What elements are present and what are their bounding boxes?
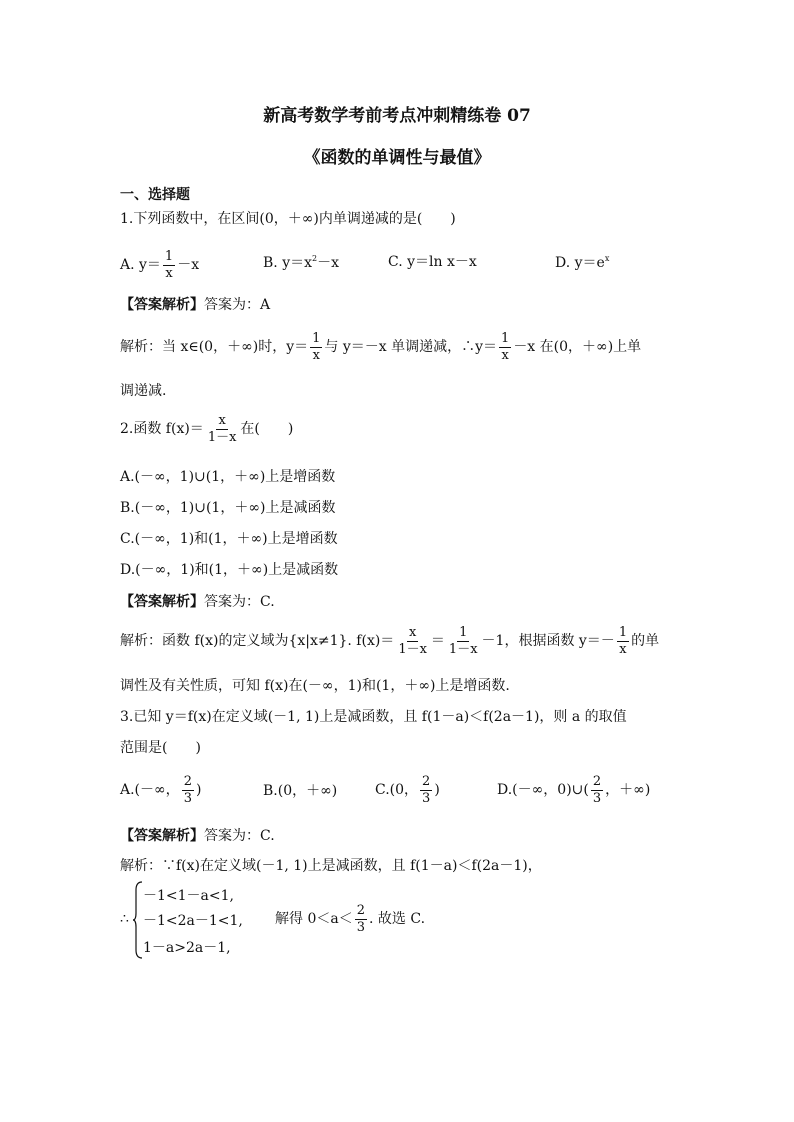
- option-text: ): [195, 782, 202, 799]
- numerator: 1: [312, 331, 321, 346]
- question-1-option-b: [263, 255, 339, 270]
- section-heading: 一、选择题: [120, 187, 190, 203]
- question-1-stem: 1.下列函数中，在区间(0，＋∞)内单调递减的是( ): [120, 211, 456, 227]
- denominator: 1－x: [398, 641, 427, 657]
- option-text: C.(0，: [375, 782, 419, 799]
- question-1-option-d: [555, 255, 609, 270]
- option-text: D.(－∞，0)∪(: [497, 782, 589, 799]
- numerator: 1: [618, 625, 628, 640]
- fraction: [617, 626, 629, 656]
- numerator: x: [218, 413, 226, 428]
- answer-tag: 【答案解析】: [120, 297, 204, 313]
- option-a-prefix: A. y＝: [120, 257, 161, 274]
- question-3-option-d: [497, 775, 650, 805]
- explanation-1: [120, 332, 641, 362]
- brace-shape: [133, 880, 143, 960]
- numerator: 1: [501, 331, 510, 346]
- explanation-1-cont: 调递减.: [120, 383, 167, 399]
- denominator: 3: [183, 790, 192, 806]
- question-2-option-b: B.(－∞，1)∪(1，＋∞)上是减函数: [120, 500, 336, 516]
- question-2-option-a: A.(－∞，1)∪(1，＋∞)上是增函数: [120, 469, 336, 485]
- denominator: 1－x: [207, 429, 237, 445]
- inequality-system-line-1: －1<1－a<1,: [143, 888, 234, 904]
- explanation-3: 解析：∵f(x)在定义域(－1, 1)上是减函数，且 f(1－a)＜f(2a－1)，: [120, 858, 542, 874]
- option-d-text: D. y＝e: [555, 255, 605, 271]
- answer-3: [120, 829, 275, 843]
- explanation-text: －1，根据函数 y＝－: [481, 633, 615, 650]
- numerator: 1: [164, 249, 174, 264]
- exponent: 2: [312, 254, 318, 263]
- solution: [275, 904, 425, 934]
- option-b-text: B. y＝x: [263, 255, 312, 271]
- question-3-option-b: B.(0，＋∞): [263, 783, 338, 799]
- fraction: [163, 250, 175, 280]
- numerator: 2: [356, 903, 365, 918]
- answer-text: 答案为：A: [204, 297, 271, 313]
- question-2-option-d: D.(－∞，1)和(1，＋∞)上是减函数: [120, 562, 339, 578]
- explanation-text: －x 在(0，＋∞)上单: [513, 339, 642, 356]
- fraction: [420, 775, 432, 805]
- denominator: x: [312, 347, 320, 363]
- solution-text: . 故选 C.: [369, 911, 426, 928]
- explanation-2-cont: 调性及有关性质，可知 f(x)在(－∞，1)和(1，＋∞)上是增函数.: [120, 678, 510, 694]
- inequality-system-line-2: －1<2a－1<1,: [143, 913, 243, 929]
- explanation-text: 的单: [631, 633, 660, 650]
- answer-tag: 【答案解析】: [120, 594, 204, 610]
- numerator: 2: [183, 774, 192, 789]
- fraction: [396, 626, 429, 656]
- option-text: ，＋∞): [605, 782, 651, 799]
- denominator: 1－x: [448, 641, 478, 657]
- numerator: x: [408, 625, 417, 640]
- fraction: [355, 904, 367, 934]
- denominator: x: [165, 265, 173, 281]
- question-1-option-c: C. y＝ln x－x: [388, 254, 477, 270]
- option-text: A.(－∞，: [120, 782, 180, 799]
- question-1-option-a: [120, 250, 199, 280]
- page-title: 新高考数学考前考点冲刺精练卷 07: [263, 106, 531, 126]
- numerator: 1: [459, 625, 468, 640]
- left-brace: [133, 880, 143, 963]
- solution-text: 解得 0＜a＜: [275, 911, 353, 928]
- denominator: x: [501, 347, 509, 363]
- question-2-stem: [120, 414, 293, 444]
- fraction: [182, 775, 194, 805]
- stem-text: 在( ): [240, 421, 294, 438]
- therefore-symbol: ∴: [120, 911, 129, 927]
- explanation-text: 解析：函数 f(x)的定义域为{x|x≠1}. f(x)＝: [120, 633, 395, 650]
- option-a-suffix: －x: [177, 257, 200, 274]
- explanation-text: ＝: [430, 633, 445, 650]
- answer-1: [120, 298, 270, 312]
- answer-text: 答案为：C.: [204, 828, 275, 844]
- inequality-system-line-3: 1－a>2a－1,: [143, 940, 231, 956]
- denominator: x: [619, 641, 627, 657]
- fraction: [206, 414, 239, 444]
- numerator: 2: [422, 774, 431, 789]
- stem-text: 2.函数 f(x)＝: [120, 421, 204, 438]
- fraction: [447, 626, 480, 656]
- page-subtitle: 《函数的单调性与最值》: [303, 148, 491, 168]
- question-3-option-c: [375, 775, 440, 805]
- explanation-text: 解析：当 x∈(0，＋∞)时，y＝: [120, 339, 309, 356]
- option-b-suffix: －x: [317, 255, 339, 271]
- fraction: [310, 332, 322, 362]
- answer-2: [120, 595, 275, 609]
- fraction: [499, 332, 511, 362]
- option-text: ): [434, 782, 440, 799]
- answer-tag: 【答案解析】: [120, 828, 204, 844]
- question-2-option-c: C.(－∞，1)和(1，＋∞)上是增函数: [120, 531, 338, 547]
- question-3-option-a: [120, 775, 201, 805]
- explanation-text: 与 y＝－x 单调递减，∴y＝: [324, 339, 498, 356]
- answer-text: 答案为：C.: [204, 594, 275, 610]
- fraction: [591, 775, 603, 805]
- exponent: x: [604, 254, 610, 263]
- denominator: 3: [592, 790, 602, 806]
- explanation-2: [120, 626, 659, 656]
- denominator: 3: [422, 790, 431, 806]
- question-3-stem: 3.已知 y＝f(x)在定义域(－1, 1)上是减函数，且 f(1－a)＜f(2a－1)，则 a 的取值: [120, 709, 627, 725]
- denominator: 3: [356, 919, 365, 935]
- question-3-stem-cont: 范围是( ): [120, 740, 201, 756]
- numerator: 2: [592, 774, 602, 789]
